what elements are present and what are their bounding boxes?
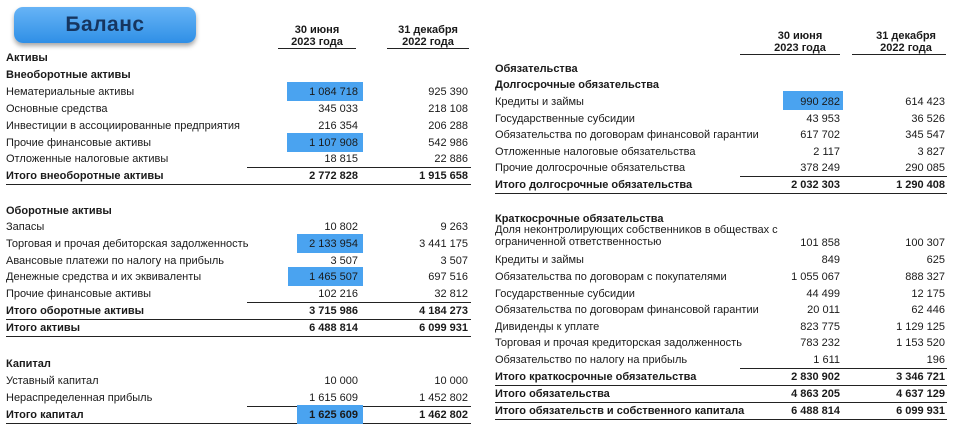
table-row: Отложенные налоговые активы 18 815 22 886 <box>6 153 468 165</box>
table-row: Обязательства по договорам финансовой гарантии 617 702 345 547 <box>495 129 945 141</box>
left-header-col1-underline <box>278 48 356 49</box>
table-row-grand-total: Итого активы 6 488 814 6 099 931 <box>6 320 471 337</box>
table-row: Нематериальные активы 1 084 718 925 390 <box>6 84 471 100</box>
table-row: Дивиденды к уплате 823 775 1 129 125 <box>495 321 945 333</box>
table-row: Денежные средства и их эквиваленты 1 465 507 697 516 <box>6 269 471 285</box>
table-row: Запасы 10 802 9 263 <box>6 221 468 233</box>
right-header-col2 <box>866 30 946 54</box>
page-title-badge <box>14 7 196 43</box>
table-row-total: Итого долгосрочные обязательства 2 032 303 1 290 408 <box>495 177 947 194</box>
table-row: Обязательство по налогу на прибыль 1 611 196 <box>495 354 945 366</box>
right-header-col2-line2: 2022 года <box>880 42 932 54</box>
left-header-col2-line2: 2022 года <box>402 36 454 48</box>
table-row-total: Итого внеоборотные активы 2 772 828 1 915 658 <box>6 168 471 185</box>
table-row: Нераспределенная прибыль 1 615 609 1 452 802 <box>6 392 468 404</box>
table-row: Кредиты и займы 990 282 614 423 <box>495 94 947 110</box>
table-row: Государственные субсидии 44 499 12 175 <box>495 288 945 300</box>
nci-label <box>495 224 778 248</box>
table-row-total: Итого краткосрочные обязательства 2 830 902 3 346 721 <box>495 369 947 386</box>
right-header-col1-line2: 2023 года <box>774 42 826 54</box>
left-header-col2-line1: 31 декабря <box>398 24 458 36</box>
table-row: Прочие финансовые активы 102 216 32 812 <box>6 288 468 300</box>
shortterm-liabilities-title: Краткосрочные обязательства <box>495 213 664 225</box>
left-header-col1-line2: 2023 года <box>291 36 343 48</box>
table-row-total: Итого обязательства 4 863 205 4 637 129 <box>495 386 947 403</box>
nci-label-line1: Доля неконтролирующих собственников в обществах с <box>495 224 778 236</box>
right-header-col2-underline <box>852 54 946 55</box>
table-row: Государственные субсидии 43 953 36 526 <box>495 113 945 125</box>
right-header-col1 <box>760 30 840 54</box>
left-header-col2-underline <box>387 48 469 49</box>
table-row: Основные средства 345 033 218 108 <box>6 103 468 115</box>
table-row: Обязательства по договорам финансовой гарантии 20 011 62 446 <box>495 304 945 316</box>
assets-title: Активы <box>6 52 48 64</box>
table-row: Доля неконтролирующих собственников в обществах с ограниченной ответственностью 101 858 100 307 <box>495 224 945 249</box>
left-header-col1 <box>278 24 356 48</box>
table-row-total: Итого капитал 1 625 609 1 462 802 <box>6 407 471 424</box>
table-row: Обязательства по договорам с покупателями 1 055 067 888 327 <box>495 271 945 283</box>
table-row: Прочие долгосрочные обязательства 378 249 290 085 <box>495 162 945 174</box>
left-header-col1-line1: 30 июня <box>294 24 340 36</box>
table-row: Прочие финансовые активы 1 107 908 542 986 <box>6 135 471 151</box>
table-row: Торговая и прочая дебиторская задолженность 2 133 954 3 441 175 <box>6 236 471 252</box>
page-title: Баланс <box>65 13 145 36</box>
capital-title: Капитал <box>6 358 51 370</box>
table-row: Инвестиции в ассоциированные предприятия 216 354 206 288 <box>6 120 468 132</box>
table-row: Авансовые платежи по налогу на прибыль 3 507 3 507 <box>6 255 468 267</box>
right-header-col1-line1: 30 июня <box>777 30 823 42</box>
table-row-total: Итого оборотные активы 3 715 986 4 184 273 <box>6 303 471 320</box>
table-row: Отложенные налоговые обязательства 2 117 3 827 <box>495 146 945 158</box>
table-row: Уставный капитал 10 000 10 000 <box>6 375 468 387</box>
longterm-liabilities-title: Долгосрочные обязательства <box>495 79 660 91</box>
right-header-col1-underline <box>740 54 840 55</box>
table-row-grand-total: Итого обязательств и собственного капитала 6 488 814 6 099 931 <box>495 403 947 420</box>
right-header-col2-line1: 31 декабря <box>876 30 936 42</box>
table-row: Кредиты и займы 849 625 <box>495 254 945 266</box>
table-row: Торговая и прочая кредиторская задолженность 783 232 1 153 520 <box>495 337 945 349</box>
left-header-col2 <box>387 24 469 48</box>
current-assets-title: Оборотные активы <box>6 205 112 217</box>
noncurrent-assets-title: Внеоборотные активы <box>6 69 131 81</box>
liabilities-title: Обязательства <box>495 63 578 75</box>
nci-label-line2: ограниченной ответственностью <box>495 236 662 248</box>
